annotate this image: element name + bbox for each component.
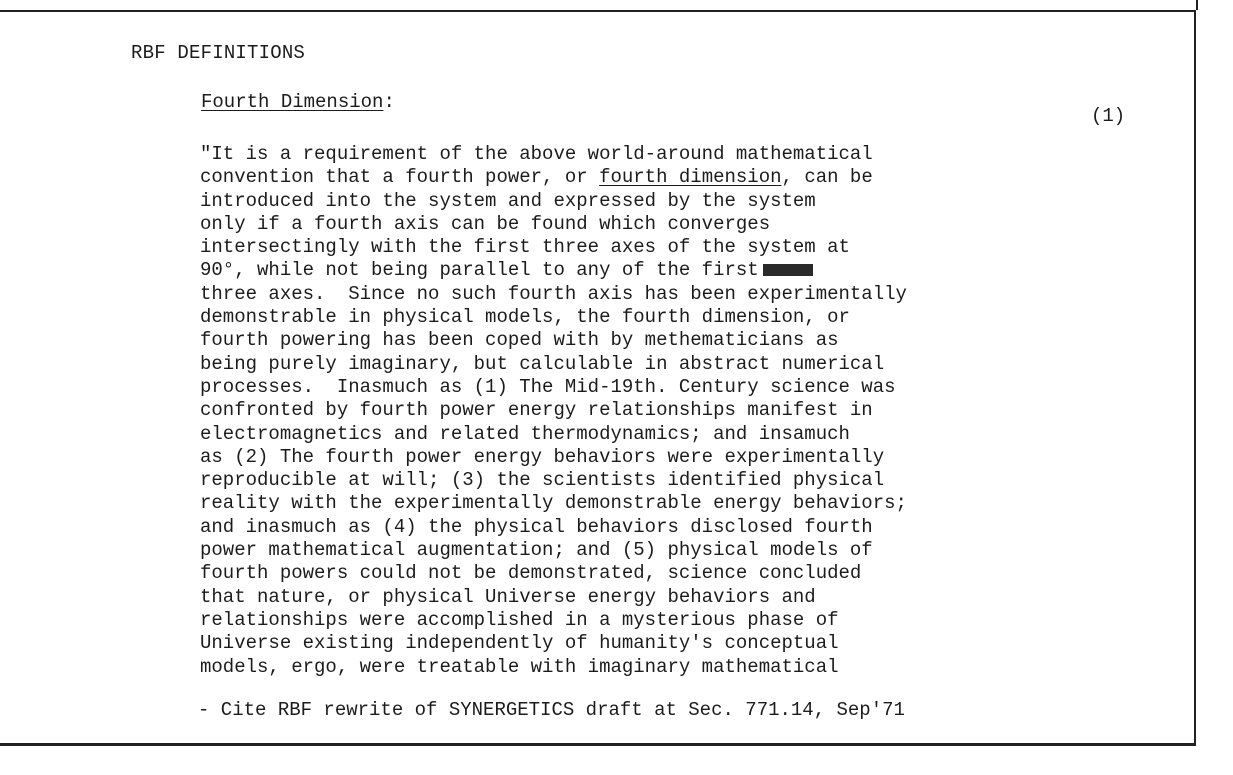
section-title: RBF DEFINITIONS [131,42,306,64]
quote-line-text: "It is a requirement of the above world-around mathematical [200,143,873,165]
definition-number: (1) [1091,105,1126,127]
quote-line-text: models, ergo, were treatable with imaginary mathematical [200,655,839,678]
quote-line-text: fourth powers could not be demonstrated, science concluded [200,562,862,585]
citation: - Cite RBF rewrite of SYNERGETICS draft at Sec. 771.14, Sep'71 [198,699,905,721]
quote-line-text: only if a fourth axis can be found which converges [200,212,771,235]
quote-underlined-term: fourth dimension [599,166,782,189]
quote-line [200,446,1100,469]
quote-line-text: demonstrable in physical models, the fourth dimension, or [200,306,850,329]
quote-line [200,632,1100,655]
quote-line [200,236,1100,259]
quote-line-text: being purely imaginary, but calculable in abstract numerical [200,352,885,375]
quote-line-text: Universe existing independently of humanity's conceptual [200,632,839,655]
quote-line [200,376,1100,399]
quote-line-text: electromagnetics and related thermodynamics; and insamuch [200,422,850,445]
quote-line-text: convention that a fourth power, or [200,166,600,189]
quote-line [200,283,1100,306]
quote-line [200,306,1100,329]
quote-line [200,469,1100,492]
quote-line [200,562,1100,585]
quote-line-text: power mathematical augmentation; and (5) physical models of [200,539,873,562]
quote-line [200,492,1100,515]
quote-line [200,399,1100,422]
quote-line [200,353,1100,376]
definition-heading [201,91,395,113]
quote-line [200,166,1100,189]
definition-term-colon: : [383,91,395,113]
quote-line-text: as (2) The fourth power energy behaviors were experimentally [200,445,885,468]
quote-line-text: three axes. Since no such fourth axis has been experimentally [200,282,907,305]
definition-quote [200,143,1100,679]
definition-term: Fourth Dimension [201,91,384,113]
quote-line-text: and inasmuch as (4) the physical behaviors disclosed fourth [200,515,873,538]
quote-line [200,329,1100,352]
quote-line [200,516,1100,539]
quote-line [200,143,1100,166]
quote-line [200,539,1100,562]
quote-line-text: confronted by fourth power energy relationships manifest in [200,399,873,422]
quote-line-text: , can be [781,166,873,189]
quote-line-text: 90°, while not being parallel to any of the first [200,259,759,282]
quote-line [200,190,1100,213]
quote-line-text: fourth powering has been coped with by methematicians as [200,329,839,352]
quote-line-text: intersectingly with the first three axes of the system at [200,236,850,259]
struck-out-word [763,264,813,276]
card-top-edge [0,0,1198,10]
quote-line-text: introduced into the system and expressed by the system [200,189,816,212]
quote-line [200,423,1100,446]
quote-line [200,259,1100,282]
quote-line-text: that nature, or physical Universe energy behaviors and [200,585,816,608]
quote-line-text: processes. Inasmuch as (1) The Mid-19th. Century science was [200,375,896,398]
quote-line [200,586,1100,609]
quote-line-text: reproducible at will; (3) the scientists identified physical [200,469,885,492]
quote-line [200,213,1100,236]
quote-line [200,656,1100,679]
quote-line [200,609,1100,632]
quote-line-text: reality with the experimentally demonstrable energy behaviors; [200,492,907,515]
quote-line-text: relationships were accomplished in a mysterious phase of [200,608,839,631]
